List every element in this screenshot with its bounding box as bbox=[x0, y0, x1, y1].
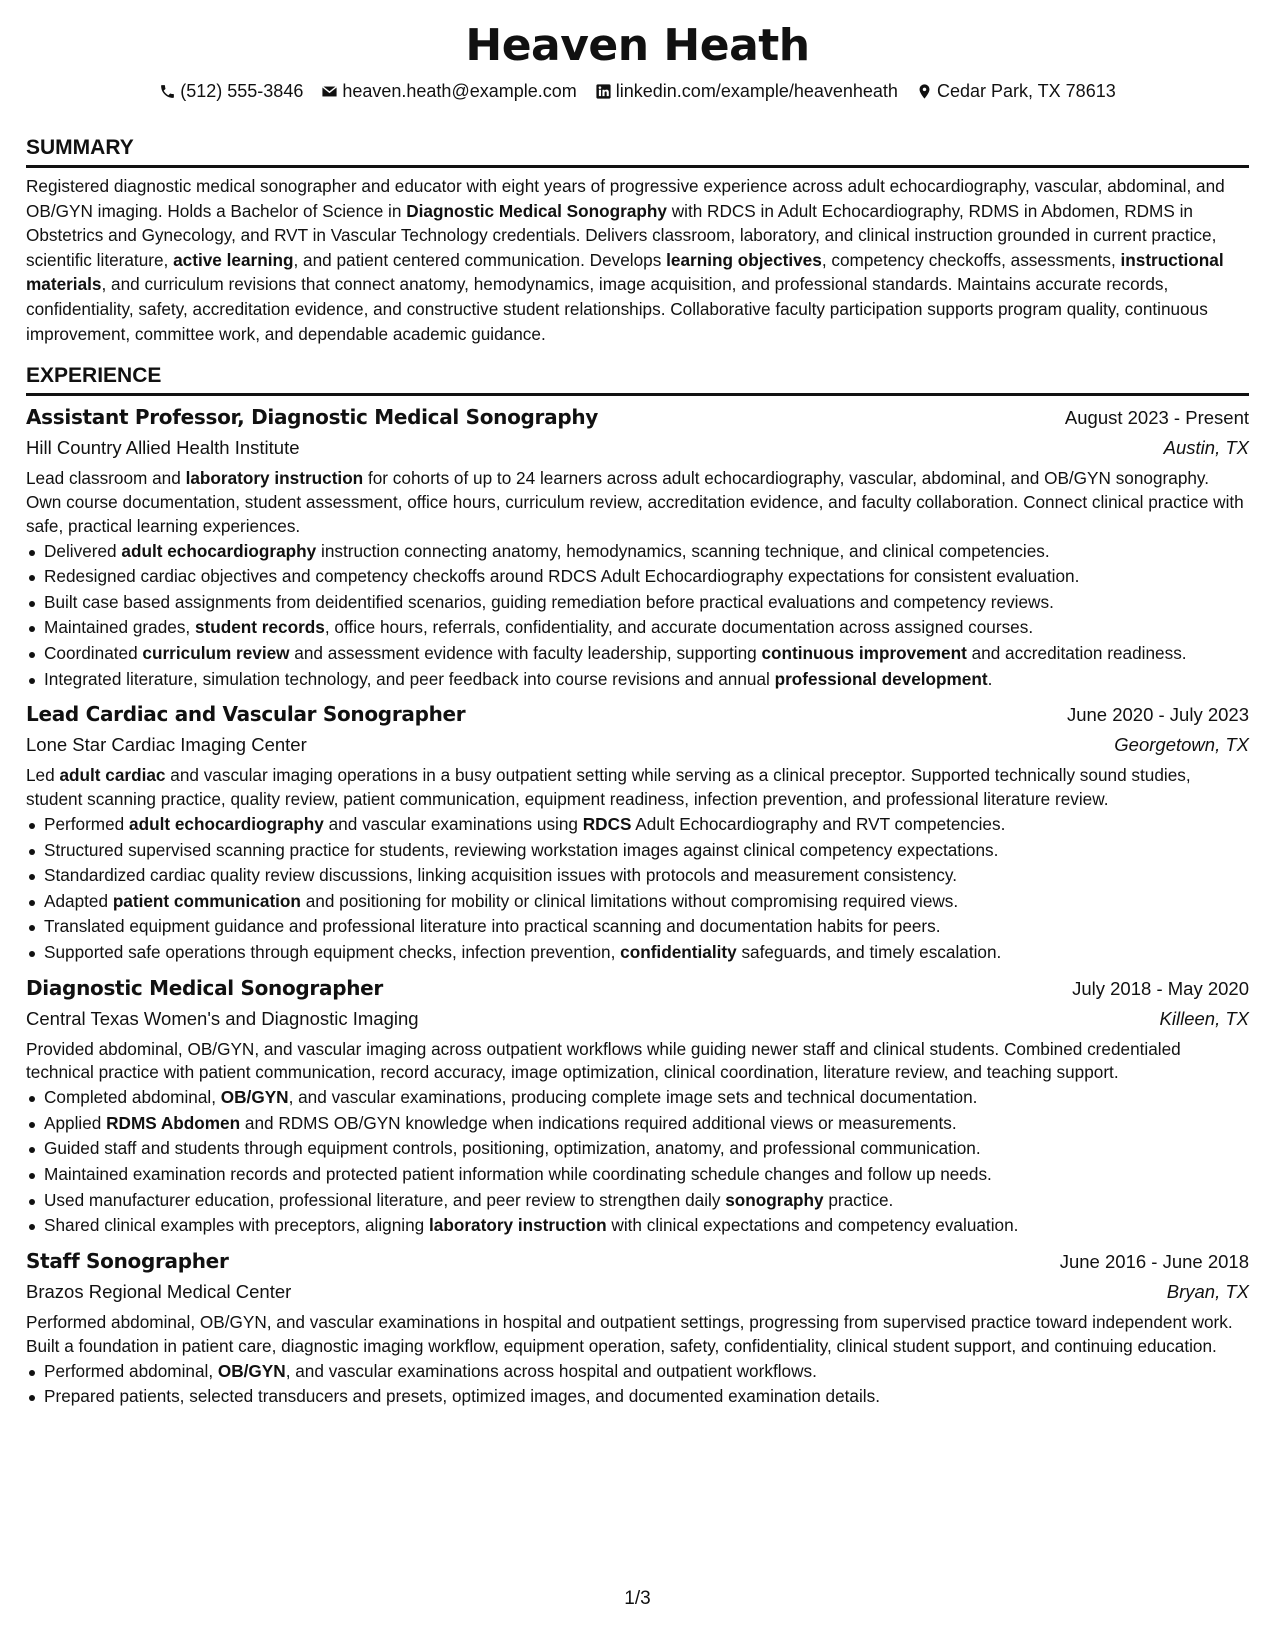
job-title: Diagnostic Medical Sonographer bbox=[26, 975, 383, 1000]
bold-phrase: RDCS bbox=[582, 813, 632, 834]
bold-phrase: student records bbox=[194, 617, 325, 638]
bold-phrase: continuous improvement bbox=[761, 642, 967, 663]
map-pin-icon bbox=[916, 83, 933, 100]
contact-email[interactable] bbox=[321, 78, 576, 104]
bullet-item: Guided staff and students through equipment controls, positioning, optimization, anatomy, and professional communication. bbox=[44, 1137, 1249, 1161]
bold-phrase: professional development bbox=[774, 668, 988, 689]
job-dates: June 2020 - July 2023 bbox=[1066, 704, 1249, 726]
contact-linkedin[interactable] bbox=[595, 78, 898, 104]
contact-location bbox=[916, 78, 1116, 104]
job-company: Brazos Regional Medical Center bbox=[26, 1281, 292, 1303]
contact-phone[interactable] bbox=[159, 78, 303, 104]
job-description: Provided abdominal, OB/GYN, and vascular imaging across outpatient workflows while guiding newer staff and clinical students. Combined credentialed technical practice with patient communication, record accuracy, image optimization, clinical coordination, literature review, and teaching support. bbox=[26, 1038, 1181, 1083]
bullet-item: Supported safe operations through equipment checks, infection prevention, confidentiality safeguards, and timely escalation. bbox=[44, 941, 1249, 965]
job-entry bbox=[26, 1246, 1249, 1409]
bold-phrase: sonography bbox=[725, 1189, 824, 1210]
job-location: Bryan, TX bbox=[1166, 1281, 1249, 1303]
job-dates: August 2023 - Present bbox=[1064, 407, 1249, 429]
resume-page bbox=[26, 18, 1249, 1411]
phone-text: (512) 555-3846 bbox=[180, 81, 304, 101]
job-bullets bbox=[26, 1360, 1249, 1409]
bold-phrase: laboratory instruction bbox=[429, 1215, 607, 1236]
job-subheader bbox=[26, 1277, 1249, 1307]
summary-heading: SUMMARY bbox=[26, 134, 1249, 168]
bullet-item: Integrated literature, simulation technology, and peer feedback into course revisions and annual professional development. bbox=[44, 668, 1249, 692]
job-location: Austin, TX bbox=[1163, 437, 1249, 459]
job-entry bbox=[26, 402, 1249, 691]
job-dates: June 2016 - June 2018 bbox=[1059, 1251, 1249, 1273]
bullet-item: Translated equipment guidance and professional literature into practical scanning and documentation habits for peers. bbox=[44, 915, 1249, 939]
experience-section bbox=[26, 362, 1249, 1409]
envelope-icon bbox=[321, 83, 338, 100]
bullet-item: Performed adult echocardiography and vascular examinations using RDCS Adult Echocardiography and RVT competencies. bbox=[44, 813, 1249, 837]
bold-phrase: adult echocardiography bbox=[129, 813, 324, 834]
bullet-item: Prepared patients, selected transducers and presets, optimized images, and documented examination details. bbox=[44, 1385, 1249, 1409]
bullet-item: Standardized cardiac quality review discussions, linking acquisition issues with protocols and measurement consistency. bbox=[44, 864, 1249, 888]
bold-phrase: Diagnostic Medical Sonography bbox=[406, 200, 667, 221]
bullet-item: Shared clinical examples with preceptors, aligning laboratory instruction with clinical expectations and competency evaluation. bbox=[44, 1214, 1249, 1238]
job-list bbox=[26, 402, 1249, 1409]
job-entry bbox=[26, 973, 1249, 1238]
job-header bbox=[26, 402, 1249, 433]
job-title: Lead Cardiac and Vascular Sonographer bbox=[26, 702, 466, 727]
job-header bbox=[26, 1246, 1249, 1277]
bold-phrase: learning objectives bbox=[666, 249, 822, 270]
bullet-item: Used manufacturer education, professional literature, and peer review to strengthen daily sonography practice. bbox=[44, 1189, 1249, 1213]
job-company: Hill Country Allied Health Institute bbox=[26, 437, 300, 459]
job-company: Central Texas Women's and Diagnostic Imaging bbox=[26, 1007, 419, 1029]
contact-bar bbox=[26, 78, 1249, 104]
job-header bbox=[26, 699, 1249, 730]
job-location: Killeen, TX bbox=[1159, 1007, 1249, 1029]
job-subheader bbox=[26, 433, 1249, 463]
job-header bbox=[26, 973, 1249, 1004]
bullet-item: Delivered adult echocardiography instruction connecting anatomy, hemodynamics, scanning technique, and clinical competencies. bbox=[44, 540, 1249, 564]
job-title: Assistant Professor, Diagnostic Medical Sonography bbox=[26, 405, 599, 430]
bold-phrase: OB/GYN bbox=[220, 1087, 289, 1108]
job-description: Lead classroom and laboratory instruction for cohorts of up to 24 learners across adult echocardiography, vascular, abdominal, and OB/GYN sonography. Own course documentation, student assessment, office hours, curriculum review, accreditation evidence, and faculty collaboration. Connect clinical practice with safe, practical learning experiences. bbox=[26, 468, 1244, 536]
job-description: Performed abdominal, OB/GYN, and vascular examinations in hospital and outpatient settings, progressing from supervised practice toward independent work. Built a foundation in patient care, diagnostic imaging workflow, equipment operation, safety, confidentiality, clinical student support, and continuing education. bbox=[26, 1312, 1233, 1356]
bullet-item: Performed abdominal, OB/GYN, and vascular examinations across hospital and outpatient workflows. bbox=[44, 1360, 1249, 1384]
linkedin-icon bbox=[595, 83, 612, 100]
job-entry bbox=[26, 699, 1249, 964]
bold-phrase: active learning bbox=[173, 249, 294, 270]
bullet-item: Applied RDMS Abdomen and RDMS OB/GYN knowledge when indications required additional views or measurements. bbox=[44, 1112, 1249, 1136]
bold-phrase: confidentiality bbox=[620, 941, 737, 962]
job-description: Led adult cardiac and vascular imaging operations in a busy outpatient setting while serving as a clinical preceptor. Supported technically sound studies, student scanning practice, quality review, patient communication, equipment readiness, infection prevention, and professional literature review. bbox=[26, 765, 1191, 810]
job-company: Lone Star Cardiac Imaging Center bbox=[26, 734, 307, 756]
bullet-item: Redesigned cardiac objectives and competency checkoffs around RDCS Adult Echocardiography expectations for consistent evaluation. bbox=[44, 565, 1249, 589]
bold-phrase: adult echocardiography bbox=[121, 540, 317, 561]
job-title: Staff Sonographer bbox=[26, 1249, 229, 1274]
summary-section bbox=[26, 134, 1249, 346]
bullet-item: Built case based assignments from deidentified scenarios, guiding remediation before practical evaluations and competency reviews. bbox=[44, 591, 1249, 615]
job-subheader bbox=[26, 730, 1249, 760]
job-bullets bbox=[26, 813, 1249, 965]
bold-phrase: instructional materials bbox=[26, 249, 1224, 295]
bullet-item: Coordinated curriculum review and assessment evidence with faculty leadership, supporting continuous improvement and accreditation readiness. bbox=[44, 642, 1249, 666]
bullet-item: Structured supervised scanning practice for students, reviewing workstation images against clinical competency expectations. bbox=[44, 839, 1249, 863]
summary-paragraph: Registered diagnostic medical sonographer and educator with eight years of progressive experience across adult echocardiography, vascular, abdominal, and OB/GYN imaging. Holds a Bachelor of Science in Diagnostic Medical Sonography with RDCS in Adult Echocardiography, RDMS in Abdomen, RDMS in Obstetrics and Gynecology, and RVT in Vascular Technology credentials. Delivers classroom, laboratory, and clinical instruction grounded in current practice, scientific literature, active learning, and patient centered communication. Develops learning objectives, competency checkoffs, assessments, instructional materials, and curriculum revisions that connect anatomy, hemodynamics, image acquisition, and professional standards. Maintains accurate records, confidentiality, safety, accreditation evidence, and constructive student relationships. Collaborative faculty participation supports program quality, continuous improvement, committee work, and dependable academic guidance. bbox=[26, 176, 1225, 344]
bullet-item: Completed abdominal, OB/GYN, and vascular examinations, producing complete image sets and technical documentation. bbox=[44, 1086, 1249, 1110]
job-dates: July 2018 - May 2020 bbox=[1072, 977, 1249, 999]
candidate-name: Heaven Heath bbox=[465, 20, 810, 71]
bold-phrase: OB/GYN bbox=[217, 1360, 286, 1381]
experience-heading: EXPERIENCE bbox=[26, 362, 1249, 396]
job-subheader bbox=[26, 1004, 1249, 1034]
phone-icon bbox=[159, 83, 176, 100]
bold-phrase: patient communication bbox=[112, 890, 301, 911]
bullet-item: Adapted patient communication and positioning for mobility or clinical limitations without compromising required views. bbox=[44, 890, 1249, 914]
page-number: 1/3 bbox=[624, 1588, 651, 1609]
email-text: heaven.heath@example.com bbox=[342, 81, 577, 101]
bold-phrase: RDMS Abdomen bbox=[106, 1112, 241, 1133]
job-bullets bbox=[26, 1086, 1249, 1238]
location-text: Cedar Park, TX 78613 bbox=[936, 81, 1116, 101]
bullet-item: Maintained examination records and protected patient information while coordinating schedule changes and follow up needs. bbox=[44, 1163, 1249, 1187]
linkedin-text: linkedin.com/example/heavenheath bbox=[615, 81, 898, 101]
bold-phrase: adult cardiac bbox=[59, 765, 166, 786]
job-bullets bbox=[26, 540, 1249, 692]
job-location: Georgetown, TX bbox=[1114, 734, 1249, 756]
bullet-item: Maintained grades, student records, office hours, referrals, confidentiality, and accurate documentation across assigned courses. bbox=[44, 616, 1249, 640]
bold-phrase: curriculum review bbox=[142, 642, 290, 663]
bold-phrase: laboratory instruction bbox=[185, 468, 364, 489]
